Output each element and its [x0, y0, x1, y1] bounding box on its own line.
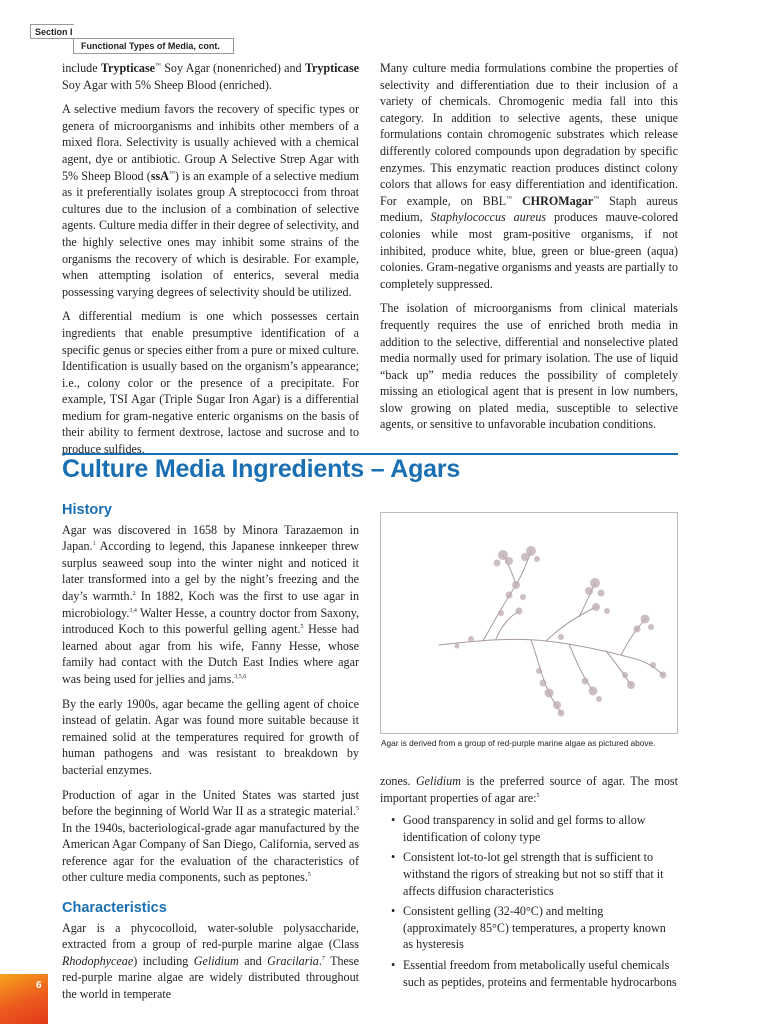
characteristics-heading: Characteristics — [62, 900, 167, 917]
section-label: Section I — [30, 24, 74, 39]
left-column-top — [62, 60, 359, 466]
right-column-bottom — [380, 773, 678, 994]
agar-properties-list — [380, 812, 678, 990]
paragraph-history-discovery: Agar was discovered in 1658 by Minora Tarazaemon in Japan.$^1$ According to legend, this Japanese innkeeper threw surplus seaweed soup into the winter night and noticed it later transformed into a gel by the night’s freezing and the day’s warmth.$^2$ In 1882, Koch was the first to use agar in microbiology.$^{3,4}$ Walter Hesse, a country doctor from Saxony, introduced Koch to this powerful gelling agent.$^5$ Hesse had learned about agar from his wife, Fanny Hesse, whose family had contact with the Dutch East Indies where agar was being used for jellies and jams.$^{3,5,6}$ — [62, 522, 359, 686]
figure-caption: Agar is derived from a group of red-purple marine algae as pictured above. — [381, 738, 656, 748]
history-heading: History — [62, 502, 112, 518]
paragraph-differential-medium: A differential medium is one which possesses certain ingredients that enable presumptive identification of a specific genus or species either from a pure or mixed culture. Identification is usually based on the organism’s appearance; i.e., colony color or the presence of a precipitate. For example, TSI Agar (Triple Sugar Iron Agar) is a differential medium for gram-negative enteric organisms on the basis of their ability to ferment dextrose, lactose and sucrose and to produce sulfides. — [62, 309, 359, 457]
right-column-top — [380, 60, 678, 441]
list-item: • Consistent lot-to-lot gel strength that is sufficient to withstand the rigors of streaking but not so stiff that it affects diffusion characteristics — [380, 849, 678, 899]
paragraph-characteristics: Agar is a phycocolloid, water-soluble polysaccharide, extracted from a group of red-purple marine algae (Class Rhodophyceae) including Gelidium and Gracilaria.$^7$ These red-purple marine algae are widely distributed throughout the world in temperate — [62, 920, 359, 1002]
header-divider — [30, 38, 74, 39]
paragraph-history-production: Production of agar in the United States was started just before the beginning of World War II as a strategic material.$^5$ In the 1940s, bacteriological-grade agar manufactured by the American Agar Company of San Diego, California, served as reference agar for the evaluation of the characteristics of other culture media components, such as peptones.$^5$ — [62, 787, 359, 885]
paragraph-history-1900s: By the early 1900s, agar became the gelling agent of choice instead of gelatin. Agar was found more suitable because it remained solid at the temperatures required for growth of human pathogens and was resistant to breakdown by bacterial enzymes. — [62, 696, 359, 777]
list-item: • Essential freedom from metabolically useful chemicals such as peptides, proteins and fermentable hydrocarbons — [380, 957, 678, 990]
paragraph-gelidium: zones. Gelidium is the preferred source of agar. The most important properties of agar are:$^5$ — [380, 774, 678, 805]
paragraph-chromogenic: Many culture media formulations combine the properties of selectivity and differentiation due to their inclusion of a variety of chemicals. Chromogenic media fall into this category. In addition to selective agents, these unique formulations contain chromogenic substrates which release differently colored compounds upon degradation by specific enzymes. This enzymatic reaction produces distinct colony colors that allows for easy differentiation and identification. For example, on BBL™ CHROMagar™ Staph aureus medium, Staphylococcus aureus produces mauve-colored colonies while most gram-positive organisms, if not inhibited, produce white, blue, green or blue-green (aqua) colonies. Gram-negative organisms and yeasts are partially to completely suppressed. — [380, 61, 678, 291]
list-item: • Consistent gelling (32-40°C) and melting (approximately 85°C) temperatures, a property known as hysteresis — [380, 903, 678, 953]
list-item: • Good transparency in solid and gel forms to allow identification of colony type — [380, 812, 678, 845]
paragraph-selective-medium: A selective medium favors the recovery of specific types or genera of microorganisms and inhibits other members of a mixed flora. Selectivity is usually achieved with a chemical agent, dye or antibiotic. Group A Selective Strep Agar with 5% Sheep Blood (ssA™) is an example of a selective medium as it preferentially isolates group A streptococci from throat cultures due to the inclusion of a combination of selective agents. Culture media differ in their degree of selectivity, and the highly selective ones may inhibit some strains of the organisms the recovery of which is desirable. For example, when attempting isolation of enterics, several media possessing varying degrees of selectivity should be utilized. — [62, 102, 359, 299]
running-header: Functional Types of Media, cont. — [73, 38, 234, 54]
page-number: 6 — [36, 980, 42, 991]
paragraph-isolation: The isolation of microorganisms from clinical materials frequently requires the use of enriched broth media in addition to the selective, differential and nonselective plated media normally used for primary isolation. The use of liquid “back up” media reduces the possibility of completely missing an etiological agent that is present in low numbers, slow growing on plated media, susceptible to selective agents, or sensitive to unfavorable incubation conditions. — [380, 301, 678, 432]
algae-figure — [380, 512, 678, 734]
left-column-bottom — [62, 502, 359, 1011]
section-title: Culture Media Ingredients – Agars — [62, 455, 461, 483]
paragraph-trypticase: include Trypticase™ Soy Agar (nonenriched) and Trypticase Soy Agar with 5% Sheep Blood (enriched). — [62, 61, 360, 92]
algae-illustration — [381, 513, 677, 733]
